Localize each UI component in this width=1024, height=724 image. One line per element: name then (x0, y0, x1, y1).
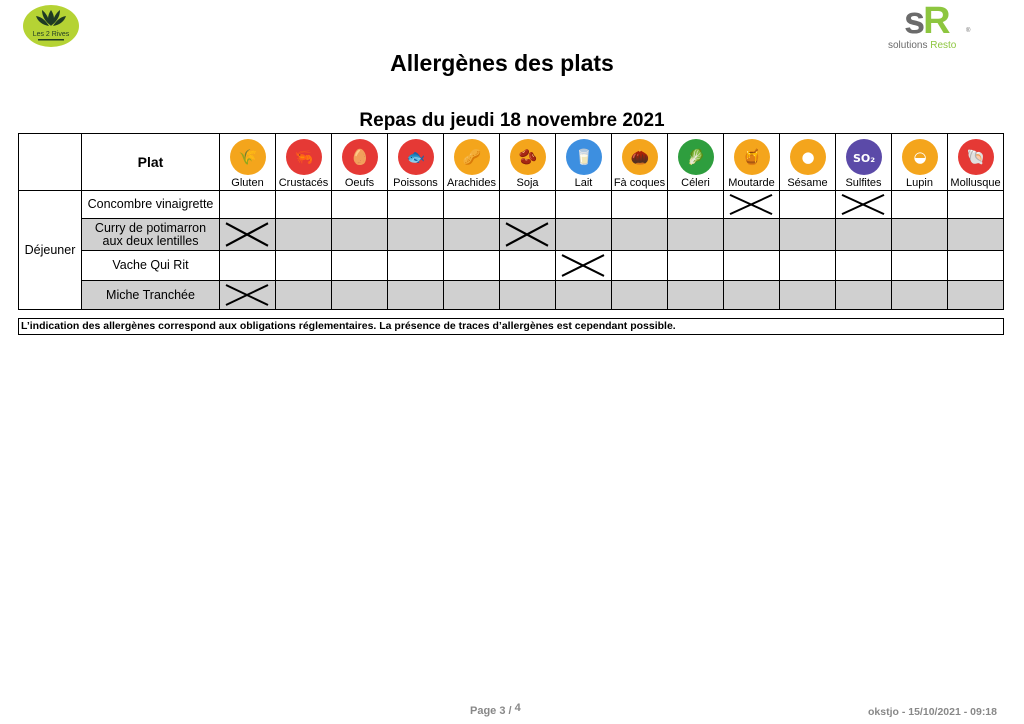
dish-name-line: Curry de potimarron (94, 220, 207, 235)
allergen-cell (724, 191, 780, 219)
egg-icon (341, 138, 379, 176)
allergen-cell (444, 251, 500, 281)
milk-bottle-icon (565, 138, 603, 176)
allergen-cell (388, 191, 444, 219)
allergen-cell (612, 219, 668, 251)
allergen-cell (388, 251, 444, 281)
nut-icon (621, 138, 659, 176)
allergen-header-4 (444, 134, 500, 191)
dish-name-line: Miche Tranchée (106, 287, 195, 302)
allergen-present-x-mark (224, 221, 270, 248)
peanut-icon (453, 138, 491, 176)
allergen-present-x-mark (840, 193, 886, 216)
svg-text:🍯: 🍯 (742, 148, 761, 166)
allergen-cell (500, 281, 556, 310)
allergen-cell (220, 251, 276, 281)
svg-text:●: ● (800, 148, 815, 166)
allergen-cell (668, 219, 724, 251)
allergen-cell (836, 281, 892, 310)
allergen-cell (388, 219, 444, 251)
les-2-rives-logo (22, 4, 80, 48)
allergen-cell (892, 251, 948, 281)
allergen-header-3 (388, 134, 444, 191)
allergen-present-x-mark (504, 221, 550, 248)
allergen-present-x-mark (560, 253, 606, 278)
svg-text:🥚: 🥚 (350, 148, 369, 166)
allergen-cell (836, 191, 892, 219)
page-title: Allergènes des plats (390, 50, 614, 76)
allergen-label: Sésame (787, 177, 828, 189)
solutions-resto-logo: sR ® solutions Resto (888, 0, 971, 51)
svg-text:SO₂: SO₂ (852, 152, 875, 165)
allergen-cell (612, 191, 668, 219)
wheat-icon (229, 138, 267, 176)
dish-name (82, 219, 220, 251)
dish-name-line: aux deux lentilles (102, 233, 199, 248)
allergen-header-5 (500, 134, 556, 191)
allergen-header-9 (724, 134, 780, 191)
svg-text:🥛: 🥛 (574, 148, 593, 166)
allergen-cell (724, 251, 780, 281)
allergen-header-2 (332, 134, 388, 191)
svg-text:Les 2 Rives: Les 2 Rives (32, 31, 70, 38)
allergen-cell (948, 251, 1004, 281)
allergen-label: Moutarde (728, 177, 775, 189)
svg-text:🫘: 🫘 (518, 148, 537, 166)
dish-name-line: Concombre vinaigrette (87, 197, 214, 211)
allergen-label: Lait (574, 177, 593, 189)
dish-name (82, 251, 220, 281)
allergen-label: Lupin (906, 177, 933, 189)
corner-cell (19, 134, 82, 191)
allergen-cell (500, 191, 556, 219)
shrimp-icon (285, 138, 323, 176)
meal-date-subtitle: Repas du jeudi 18 novembre 2021 (359, 110, 665, 131)
allergen-cell (444, 191, 500, 219)
so2-icon (845, 138, 883, 176)
svg-text:🥬: 🥬 (686, 148, 705, 166)
allergen-cell (892, 281, 948, 310)
allergen-label: Poissons (393, 177, 438, 189)
allergen-cell (668, 281, 724, 310)
svg-text:🥜: 🥜 (462, 148, 481, 166)
table-row (19, 281, 1004, 310)
allergen-cell (668, 251, 724, 281)
allergen-cell (276, 281, 332, 310)
mustard-icon (733, 138, 771, 176)
allergen-label: Soja (516, 177, 539, 189)
allergen-label: Crustacés (278, 177, 329, 189)
lupin-icon (901, 138, 939, 176)
allergen-header-1 (276, 134, 332, 191)
plat-header: Plat (82, 134, 220, 191)
allergen-cell (276, 251, 332, 281)
svg-text:🌰: 🌰 (630, 148, 649, 166)
allergen-cell (892, 191, 948, 219)
allergen-cell (948, 191, 1004, 219)
allergen-label: Arachides (447, 177, 496, 189)
mollusc-icon (957, 138, 995, 176)
allergen-cell (668, 191, 724, 219)
allergen-cell (612, 281, 668, 310)
table-row (19, 251, 1004, 281)
dish-name-line: Vache Qui Rit (112, 258, 189, 272)
allergen-header-8 (668, 134, 724, 191)
allergen-cell (276, 191, 332, 219)
meal-label: Déjeuner (19, 191, 82, 310)
allergen-cell (444, 281, 500, 310)
allergen-cell (836, 251, 892, 281)
allergen-cell (444, 219, 500, 251)
table-row (19, 191, 1004, 219)
allergen-cell (332, 191, 388, 219)
page-number: Page 3 / 4 (470, 702, 521, 717)
svg-text:🌾: 🌾 (238, 148, 257, 166)
allergen-header-11 (836, 134, 892, 191)
fish-icon (397, 138, 435, 176)
allergen-cell (780, 219, 836, 251)
allergen-cell (556, 251, 612, 281)
allergen-cell (948, 219, 1004, 251)
allergen-cell (780, 281, 836, 310)
allergen-header-13 (948, 134, 1004, 191)
allergen-cell (388, 281, 444, 310)
svg-text:🦐: 🦐 (294, 148, 313, 166)
allergen-cell (220, 281, 276, 310)
print-stamp: okstjo - 15/10/2021 - 09:18 (868, 706, 997, 718)
svg-text:◒: ◒ (912, 148, 927, 166)
allergen-label: Fà coques (613, 177, 666, 189)
allergen-cell (892, 219, 948, 251)
allergen-cell (556, 191, 612, 219)
allergen-cell (780, 191, 836, 219)
allergen-cell (276, 219, 332, 251)
dish-name (82, 191, 220, 219)
allergen-cell (724, 281, 780, 310)
allergen-header-7 (612, 134, 668, 191)
allergen-table (18, 133, 1004, 310)
allergen-cell (220, 191, 276, 219)
table-row (19, 219, 1004, 251)
allergen-header-6 (556, 134, 612, 191)
allergen-cell (556, 219, 612, 251)
allergen-cell (332, 281, 388, 310)
celery-icon (677, 138, 715, 176)
allergen-cell (332, 251, 388, 281)
svg-text:🐟: 🐟 (406, 148, 425, 166)
allergen-label: Sulfites (845, 177, 882, 189)
allergen-cell (332, 219, 388, 251)
svg-text:🐚: 🐚 (966, 148, 985, 166)
allergen-header-0 (220, 134, 276, 191)
allergen-cell (556, 281, 612, 310)
allergen-cell (220, 219, 276, 251)
allergen-label: Mollusque (950, 177, 1001, 189)
allergen-present-x-mark (224, 283, 270, 307)
allergen-disclaimer: L’indication des allergènes correspond aux obligations réglementaires. La présence de traces d’allergènes est cependant possible. (18, 318, 1004, 335)
allergen-header-12 (892, 134, 948, 191)
allergen-cell (724, 219, 780, 251)
allergen-cell (612, 251, 668, 281)
allergen-present-x-mark (728, 193, 774, 216)
allergen-label: Gluten (231, 177, 264, 189)
allergen-cell (836, 219, 892, 251)
allergen-header-10 (780, 134, 836, 191)
soy-icon (509, 138, 547, 176)
allergen-cell (948, 281, 1004, 310)
allergen-label: Céleri (681, 177, 710, 189)
allergen-cell (780, 251, 836, 281)
allergen-label: Oeufs (344, 177, 375, 189)
allergen-cell (500, 219, 556, 251)
allergen-cell (500, 251, 556, 281)
sesame-icon (789, 138, 827, 176)
dish-name (82, 281, 220, 310)
